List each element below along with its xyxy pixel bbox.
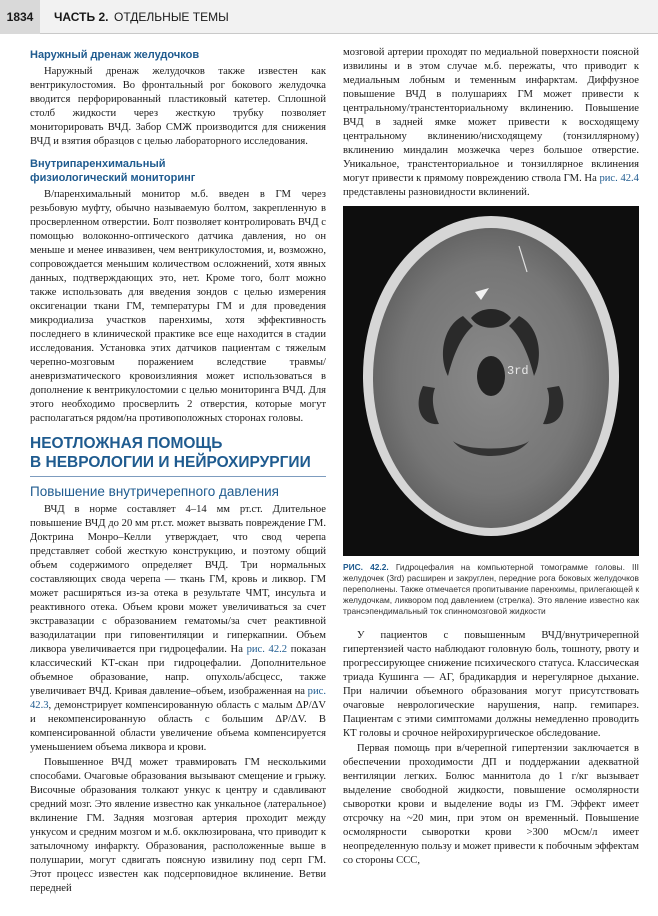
page-number: 1834 — [0, 0, 40, 34]
icp-text-b: показан классический КТ-скан при гидроцефалии. Дополнительное объемное образование, напр. опухоль/абсцесс, также увеличивает ВЧД. Кривая давление–объем, изображенная на — [30, 644, 326, 697]
running-header — [0, 0, 658, 34]
right-column — [343, 46, 639, 869]
heading-external-drain: Наружный дренаж желудочков — [30, 49, 200, 61]
part-title: ОТДЕЛЬНЫЕ ТЕМЫ — [114, 10, 229, 24]
figure-caption — [343, 562, 639, 617]
icp-text-c: , демонстрирует компенсированную область с малым ΔP/ΔV и некомпенсированную область с большим ΔP/ΔV. В компенсированной области увеличение объема компенсируется уменьшением объема ликвора и крови. — [30, 700, 326, 753]
paragraph-symptoms: У пациентов с повышенным ВЧД/внутричерепной гипертензией часто наблюдают головную боль, тошноту, рвоту и прогрессирующее снижение психического статуса. Классическая триада Кушинга — АГ, брадикардия и нерегулярное дыхание. При наличии объемного образования могут присутствовать очаговые неврологические нарушения, напр. гемипарез. Пациентам с этими симптомами должны немедленно проводить КТ головы и срочное нейрохирургическое обследование. — [343, 630, 639, 739]
ct-scan-figure — [343, 206, 639, 556]
heading-intraparenchymal-line2: физиологический мониторинг — [30, 172, 196, 184]
subsection-title-icp: Повышение внутричерепного давления — [30, 484, 279, 499]
section-title — [30, 434, 326, 472]
paragraph-first-aid: Первая помощь при в/черепной гипертензии заключается в обеспечении проходимости ДП и поддержании адекватной вентиляции легких. Болюс маннитола до 1 г/кг вызывает выделение свободной жидкости, повышение осмолярности сыворотки крови и выделение воды из ГМ. Эффект имеет отсрочку на ~20 мин, при этом он временный. Повышение осмолярности сыворотки крови >300 мОсм/л имеет неопределенную пользу и может привести к побочным эффектам со стороны ССС, — [343, 743, 639, 866]
section-rule — [30, 476, 326, 477]
figure-ref-42-3[interactable]: рис. 42.3 — [30, 686, 326, 711]
paragraph-herniation-cont — [343, 46, 639, 200]
herniation-text-b: представлены разновидности вклинений. — [343, 187, 530, 198]
section-title-line2: В НЕВРОЛОГИИ И НЕЙРОХИРУРГИИ — [30, 454, 311, 471]
icp-text-a: ВЧД в норме составляет 4–14 мм рт.ст. Длительное повышение ВЧД до 20 мм рт.ст. может вызвать повреждение ГМ. Доктрина Монро–Келли утверждает, что свод черепа представляет собой жесткую конструкцию, и поэтому общий объем содержимого определяет ВЧД. Три нормальных составляющих свода черепа — ткань ГМ, кровь и ликвор. ГМ может расширяться из-за отека в результате ЧМТ, инсульта и реактивного отека. Объем крови может увеличиваться за счет экстравазации с образованием гематомы/за счет реактивной вазодилатации при гиповентиляции и гиперкапнии. Объем ликвора увеличивается при гидроцефалии. На — [30, 504, 326, 655]
heading-intraparenchymal — [30, 157, 326, 185]
part-label: ЧАСТЬ 2. — [54, 10, 109, 24]
paragraph-icp — [30, 503, 326, 755]
figure-ref-42-4[interactable]: рис. 42.4 — [599, 173, 639, 184]
third-ventricle — [477, 356, 505, 396]
caption-label: РИС. 42.2. — [343, 562, 389, 572]
section-title-line1: НЕОТЛОЖНАЯ ПОМОЩЬ — [30, 435, 223, 452]
ct-scan-image — [343, 206, 639, 556]
left-column — [30, 46, 326, 897]
herniation-text-a: мозговой артерии проходят по медиальной поверхности поясной извилины и в этом случае м.б. пережаты, что приводит к медиальным лобным и теменным инфарктам. Диффузное повышение ВЧД в полушариях ГМ может привести к центральному/транстенториальному вклинению. Повышение ВЧД в задней ямке может привести к восходящему центральному вклинению/нисходящему (тонзиллярному) вклинению миндалин мозжечка через большое отверстие. Уникальное, транстенториальное и тонзиллярное вклинения могут привести к прямому повреждению ствола ГМ. На — [343, 47, 639, 184]
paragraph-herniation: Повышенное ВЧД может травмировать ГМ несколькими способами. Очаговые образования вызывают смещение и грыжу. Височные образования толкают ункус к центру и сдавливают средний мозг. Это явление известно как ункальное (латеральное) вклинение ГМ. Задняя мозговая артерия проходит между ункусом и средним мозгом и м.б. окклюзирована, что приводит к затылочному инфаркту. Образования, расположенные выше в полушарии, могут сдвигать поясную извилину под серп ГМ. Этот процесс известен как подсерповидное вклинение. Ветви передней — [30, 757, 326, 894]
caption-text: Гидроцефалия на компьютерной томограмме головы. III желудочек (3rd) расширен и закруглен, передние рога боковых желудочков переполнены. Также отмечается пропитывание паренхимы, прилегающей к желудочкам, ликвором под давлением (стрелка). Это явление известно как трансэпендимальный ток спинномозговой жидкости — [343, 562, 639, 616]
paragraph-external-drain: Наружный дренаж желудочков также известен как вентрикулостомия. Во фронтальный рог бокового желудочка вводится перфорированный пластиковый катетер. Сплошной столб жидкости через жесткую трубку позволяет мониторировать ВЧД. Забор СМЖ производится для снижения ВЧД и взятия образцов с целью лабораторного исследования. — [30, 66, 326, 147]
paragraph-intraparenchymal: В/паренхимальный монитор м.б. введен в ГМ через резьбовую муфту, обычно называемую болтом, закрепленную в просверленном отверстии. Болт позволяет контролировать ВЧД с помощью волоконно-оптического датчика давления, но он меньше и менее инвазивен, чем вентрикулостомия, и, возможно, сопровождается меньшим количеством осложнений, хотя явных данных, подтверждающих это, нет. Кроме того, болт можно также использовать для введения зондов с целью измерения оксигенации ткани ГМ, температуры ГМ и для проведения микродиализа участков паренхимы, хотя эффективность последнего в клинической практике все еще находится в стадии исследования. Установка этих датчиков пациентам с тяжелым черепно-мозговым поражением вследствие травмы/аневризматического кровоизлияния может использоваться в дополнение к вентрикулостомии с целью мониторинга ВЧД. Для этого необходимо просверлить 2 отверстия, которые могут располагаться рядом/на противоположных сторонах головы. — [30, 189, 326, 424]
heading-intraparenchymal-line1: Внутрипаренхимальный — [30, 158, 166, 170]
figure-ref-42-2[interactable]: рис. 42.2 — [246, 644, 288, 655]
label-third-ventricle: 3rd — [507, 364, 529, 378]
